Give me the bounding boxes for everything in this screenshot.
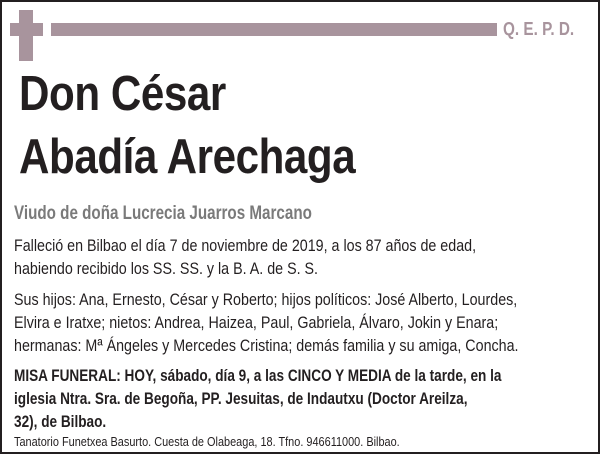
cross-icon-arm — [10, 23, 43, 36]
funeral-line: iglesia Ntra. Sra. de Begoña, PP. Jesuitas, de Indautxu (Doctor Areilza, — [14, 389, 468, 408]
funeral-line: 32), de Bilbao. — [14, 412, 107, 431]
funeral-line: MISA FUNERAL: HOY, sábado, día 9, a las CINCO Y MEDIA de la tarde, en la — [14, 366, 502, 385]
family-line: hermanas: Mª Ángeles y Mercedes Cristina; demás familia y su amiga, Concha. — [14, 336, 519, 355]
deceased-name-line-2: Abadía Arechaga — [19, 130, 356, 184]
qepd-label: Q. E. P. D. — [503, 19, 575, 39]
funeral-home-info: Tanatorio Funetxea Basurto. Cuesta de Olabeaga, 18. Tfno. 946611000. Bilbao. — [14, 434, 400, 449]
widower-subtitle: Viudo de doña Lucrecia Juarros Marcano — [14, 203, 312, 224]
family-line: Elvira e Iratxe; nietos: Andrea, Haizea, Paul, Gabriela, Álvaro, Jokin y Enara; — [14, 313, 499, 332]
header-rule — [51, 23, 497, 36]
death-notice-line: habiendo recibido los SS. SS. y la B. A. de S. S. — [14, 259, 319, 278]
death-notice-line: Falleció en Bilbao el día 7 de noviembre de 2019, a los 87 años de edad, — [14, 236, 477, 255]
family-line: Sus hijos: Ana, Ernesto, César y Roberto; hijos políticos: José Alberto, Lourdes, — [14, 290, 518, 309]
deceased-name-line-1: Don César — [19, 67, 226, 121]
